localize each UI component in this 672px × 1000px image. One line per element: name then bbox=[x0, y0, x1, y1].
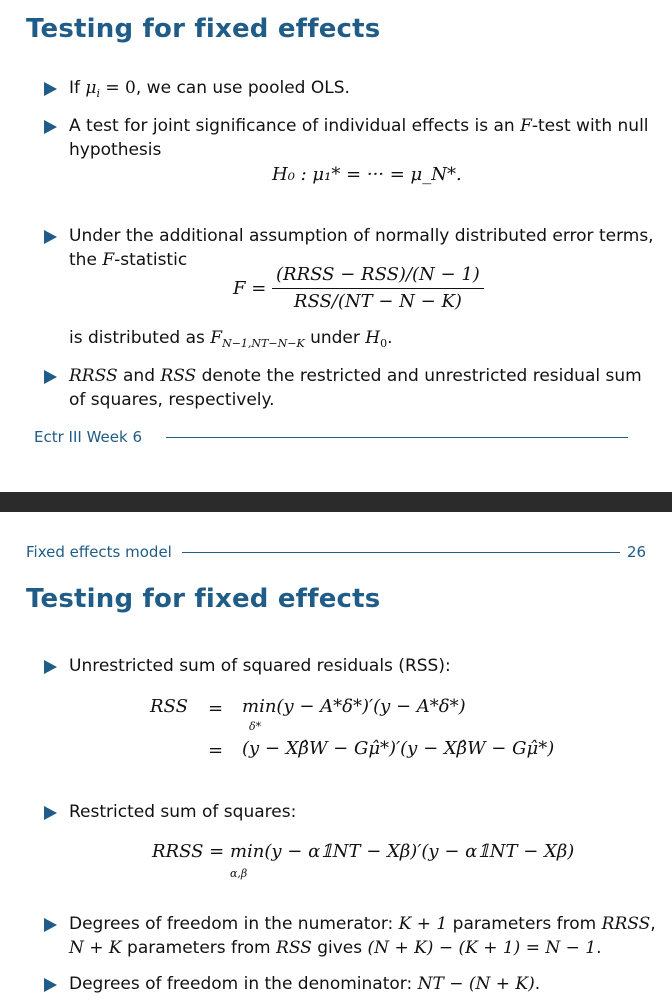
slide-2 bbox=[0, 512, 672, 1000]
fraction bbox=[272, 262, 484, 315]
rrss-equation: RRSS = min(y − α𝟙NT − Xβ)′(y − α𝟙NT − Xβ) bbox=[152, 841, 575, 862]
slide-1 bbox=[0, 0, 672, 492]
bullet-text: Unrestricted sum of squared residuals (RSS): bbox=[69, 656, 451, 676]
equals-sign: = bbox=[208, 740, 224, 761]
triangle-bullet-icon bbox=[44, 918, 57, 932]
slide-separator bbox=[0, 492, 672, 512]
slide-footer-label: Ectr III Week 6 bbox=[34, 428, 142, 446]
slide-title: Testing for fixed effects bbox=[26, 14, 381, 44]
triangle-bullet-icon bbox=[44, 120, 57, 134]
bullet-text: Degrees of freedom in the numerator: K + 1 parameters from RRSS, N + K parameters from RSS gives (N + K) − (K + 1) = N − 1. bbox=[69, 914, 656, 958]
fraction-numerator: (RRSS − RSS)/(N − 1) bbox=[272, 262, 484, 289]
triangle-bullet-icon bbox=[44, 978, 57, 992]
section-header: Fixed effects model bbox=[26, 543, 172, 561]
bullet-item bbox=[44, 912, 659, 960]
min-underscript: δ* bbox=[249, 720, 262, 733]
rss-row-2: (y − Xβ̂W − Gμ̂*)′(y − Xβ̂W − Gμ̂*) bbox=[242, 738, 555, 759]
bullet-item bbox=[44, 654, 659, 678]
min-underscript: α,β bbox=[230, 867, 248, 880]
triangle-bullet-icon bbox=[44, 82, 57, 96]
fraction-denominator: RSS/(NT − N − K) bbox=[293, 291, 462, 312]
bullet-item bbox=[44, 76, 659, 106]
rss-row-1: min(y − A*δ*)′(y − A*δ*) bbox=[242, 696, 466, 717]
triangle-bullet-icon bbox=[44, 370, 57, 384]
bullet-text: A test for joint significance of individual effects is an F-test with null hypothesis bbox=[69, 116, 649, 160]
bullet-text: Degrees of freedom in the denominator: NT − (N + K). bbox=[69, 974, 541, 994]
bullet-item bbox=[44, 972, 659, 996]
header-rule bbox=[182, 552, 620, 553]
footer-rule bbox=[166, 437, 628, 438]
bullet-item bbox=[44, 800, 659, 824]
slide-title: Testing for fixed effects bbox=[26, 584, 381, 614]
bullet-item bbox=[44, 114, 659, 162]
triangle-bullet-icon bbox=[44, 230, 57, 244]
page-number: 26 bbox=[627, 543, 647, 561]
equals-sign: = bbox=[208, 698, 224, 719]
null-hypothesis-equation: H₀ : μ₁* = ··· = μ_N*. bbox=[272, 164, 462, 185]
bullet-text: RRSS and RSS denote the restricted and unrestricted residual sum of squares, respectively. bbox=[69, 366, 642, 410]
bullet-text: If $\mu_i = 0$, we can use pooled OLS. bbox=[69, 78, 350, 100]
bullet-text: Restricted sum of squares: bbox=[69, 802, 297, 822]
triangle-bullet-icon bbox=[44, 660, 57, 674]
bullet-continuation: is distributed as $F_{N-1,NT-N-K}$ under $H_0$. bbox=[69, 328, 393, 350]
f-statistic-equation: F = $\frac{\text{(RRSS − RSS)/(N − 1)}}{\text{RSS/(NT − N − K)}}$ bbox=[233, 262, 484, 315]
bullet-text: Under the additional assumption of normally distributed error terms, the F-statistic bbox=[69, 226, 654, 270]
triangle-bullet-icon bbox=[44, 806, 57, 820]
bullet-item bbox=[44, 364, 659, 412]
rss-lhs: RSS bbox=[150, 696, 188, 717]
